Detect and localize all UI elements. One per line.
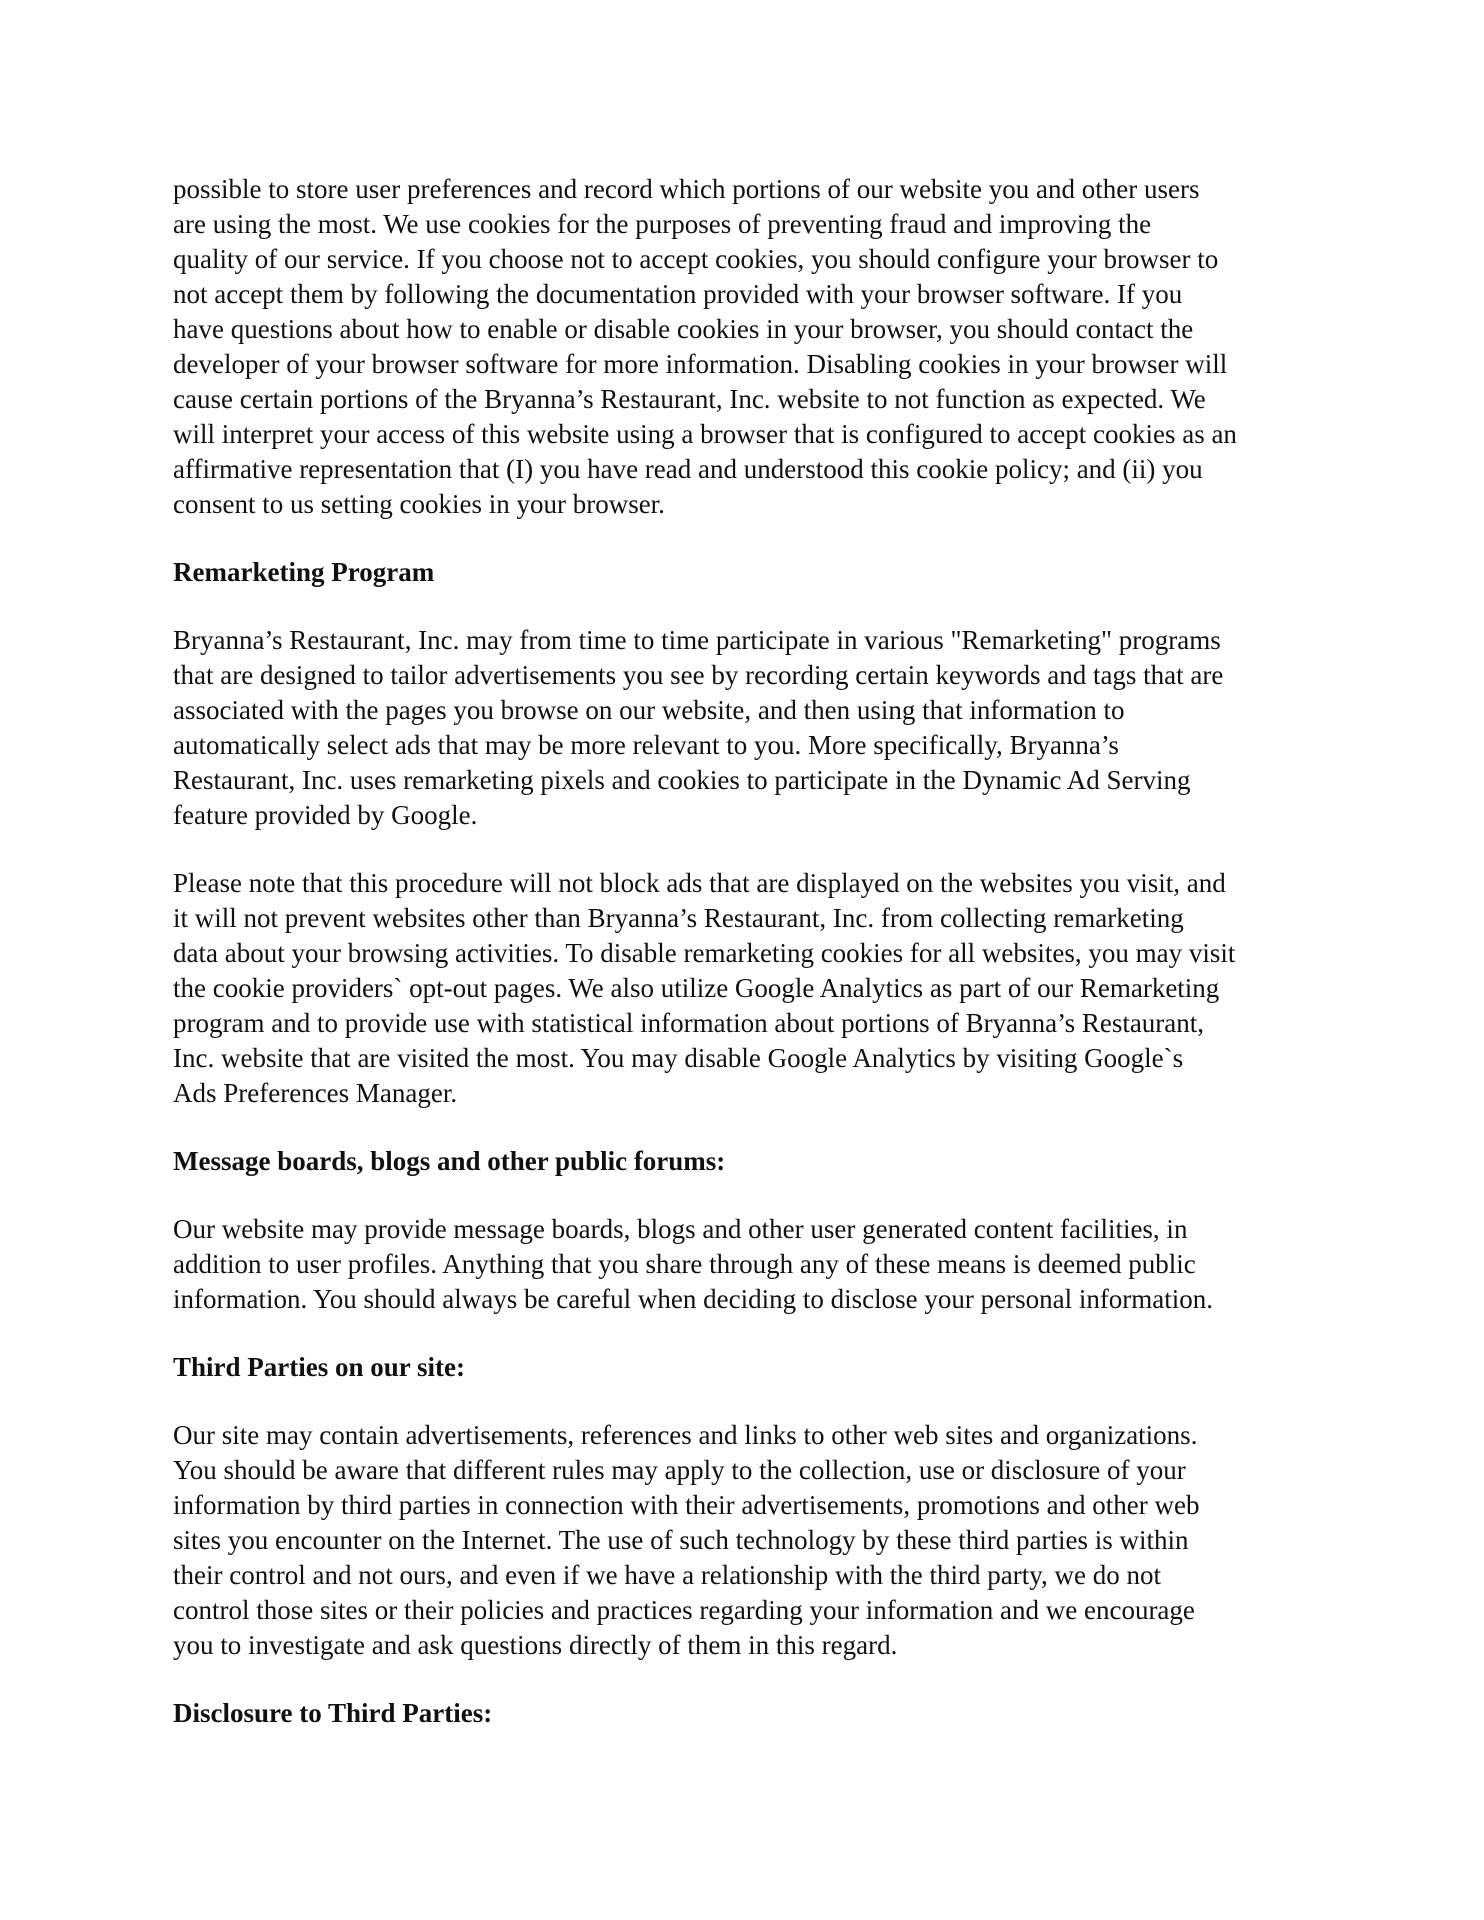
text-line: Ads Preferences Manager.	[173, 1078, 458, 1108]
text-line: it will not prevent websites other than Bryanna’s Restaurant, Inc. from collecting remarketing	[173, 903, 1184, 933]
text-line: control those sites or their policies and practices regarding your information and we encourage	[173, 1595, 1195, 1625]
text-line: Please note that this procedure will not block ads that are displayed on the websites you visit, and	[173, 868, 1226, 898]
text-line: will interpret your access of this website using a browser that is configured to accept cookies as an	[173, 419, 1237, 449]
text-line: are using the most. We use cookies for the purposes of preventing fraud and improving the	[173, 209, 1152, 239]
text-line: sites you encounter on the Internet. The use of such technology by these third parties is within	[173, 1525, 1189, 1555]
text-line: addition to user profiles. Anything that you share through any of these means is deemed public	[173, 1249, 1196, 1279]
text-line: have questions about how to enable or disable cookies in your browser, you should contact the	[173, 314, 1194, 344]
remarketing-optout-paragraph	[173, 866, 1323, 1111]
text-line: Inc. website that are visited the most. You may disable Google Analytics by visiting Google`s	[173, 1043, 1184, 1073]
text-line: information. You should always be careful when deciding to disclose your personal information.	[173, 1284, 1214, 1314]
cookie-policy-paragraph	[173, 172, 1323, 522]
text-line: Bryanna’s Restaurant, Inc. may from time to time participate in various "Remarketing" programs	[173, 625, 1221, 655]
text-line: consent to us setting cookies in your browser.	[173, 489, 665, 519]
text-line: affirmative representation that (I) you have read and understood this cookie policy; and (ii) you	[173, 454, 1203, 484]
text-line: program and to provide use with statistical information about portions of Bryanna’s Restaurant,	[173, 1008, 1205, 1038]
text-line: feature provided by Google.	[173, 800, 478, 830]
text-line: Restaurant, Inc. uses remarketing pixels and cookies to participate in the Dynamic Ad Serving	[173, 765, 1191, 795]
text-line: developer of your browser software for more information. Disabling cookies in your browser will	[173, 349, 1228, 379]
document-body	[173, 172, 1323, 1731]
text-line: quality of our service. If you choose not to accept cookies, you should configure your browser to	[173, 244, 1219, 274]
heading-remarketing-program: Remarketing Program	[173, 557, 435, 587]
text-line: the cookie providers` opt-out pages. We also utilize Google Analytics as part of our Remarketing	[173, 973, 1220, 1003]
text-line: you to investigate and ask questions directly of them in this regard.	[173, 1630, 898, 1660]
text-line: that are designed to tailor advertisements you see by recording certain keywords and tags that are	[173, 660, 1224, 690]
text-line: Our website may provide message boards, blogs and other user generated content facilities, in	[173, 1214, 1188, 1244]
message-boards-paragraph	[173, 1212, 1323, 1317]
text-line: their control and not ours, and even if we have a relationship with the third party, we do not	[173, 1560, 1161, 1590]
third-parties-paragraph	[173, 1418, 1323, 1663]
remarketing-paragraph	[173, 623, 1323, 833]
text-line: not accept them by following the documentation provided with your browser software. If you	[173, 279, 1183, 309]
text-line: Our site may contain advertisements, references and links to other web sites and organizations.	[173, 1420, 1198, 1450]
text-line: possible to store user preferences and record which portions of our website you and other users	[173, 174, 1200, 204]
heading-disclosure: Disclosure to Third Parties:	[173, 1698, 493, 1728]
heading-message-boards: Message boards, blogs and other public forums:	[173, 1146, 726, 1176]
text-line: data about your browsing activities. To disable remarketing cookies for all websites, you may visit	[173, 938, 1236, 968]
text-line: automatically select ads that may be more relevant to you. More specifically, Bryanna’s	[173, 730, 1119, 760]
heading-third-parties: Third Parties on our site:	[173, 1352, 465, 1382]
text-line: You should be aware that different rules may apply to the collection, use or disclosure of your	[173, 1455, 1186, 1485]
text-line: associated with the pages you browse on our website, and then using that information to	[173, 695, 1125, 725]
text-line: cause certain portions of the Bryanna’s Restaurant, Inc. website to not function as expected. We	[173, 384, 1206, 414]
text-line: information by third parties in connection with their advertisements, promotions and other web	[173, 1490, 1200, 1520]
